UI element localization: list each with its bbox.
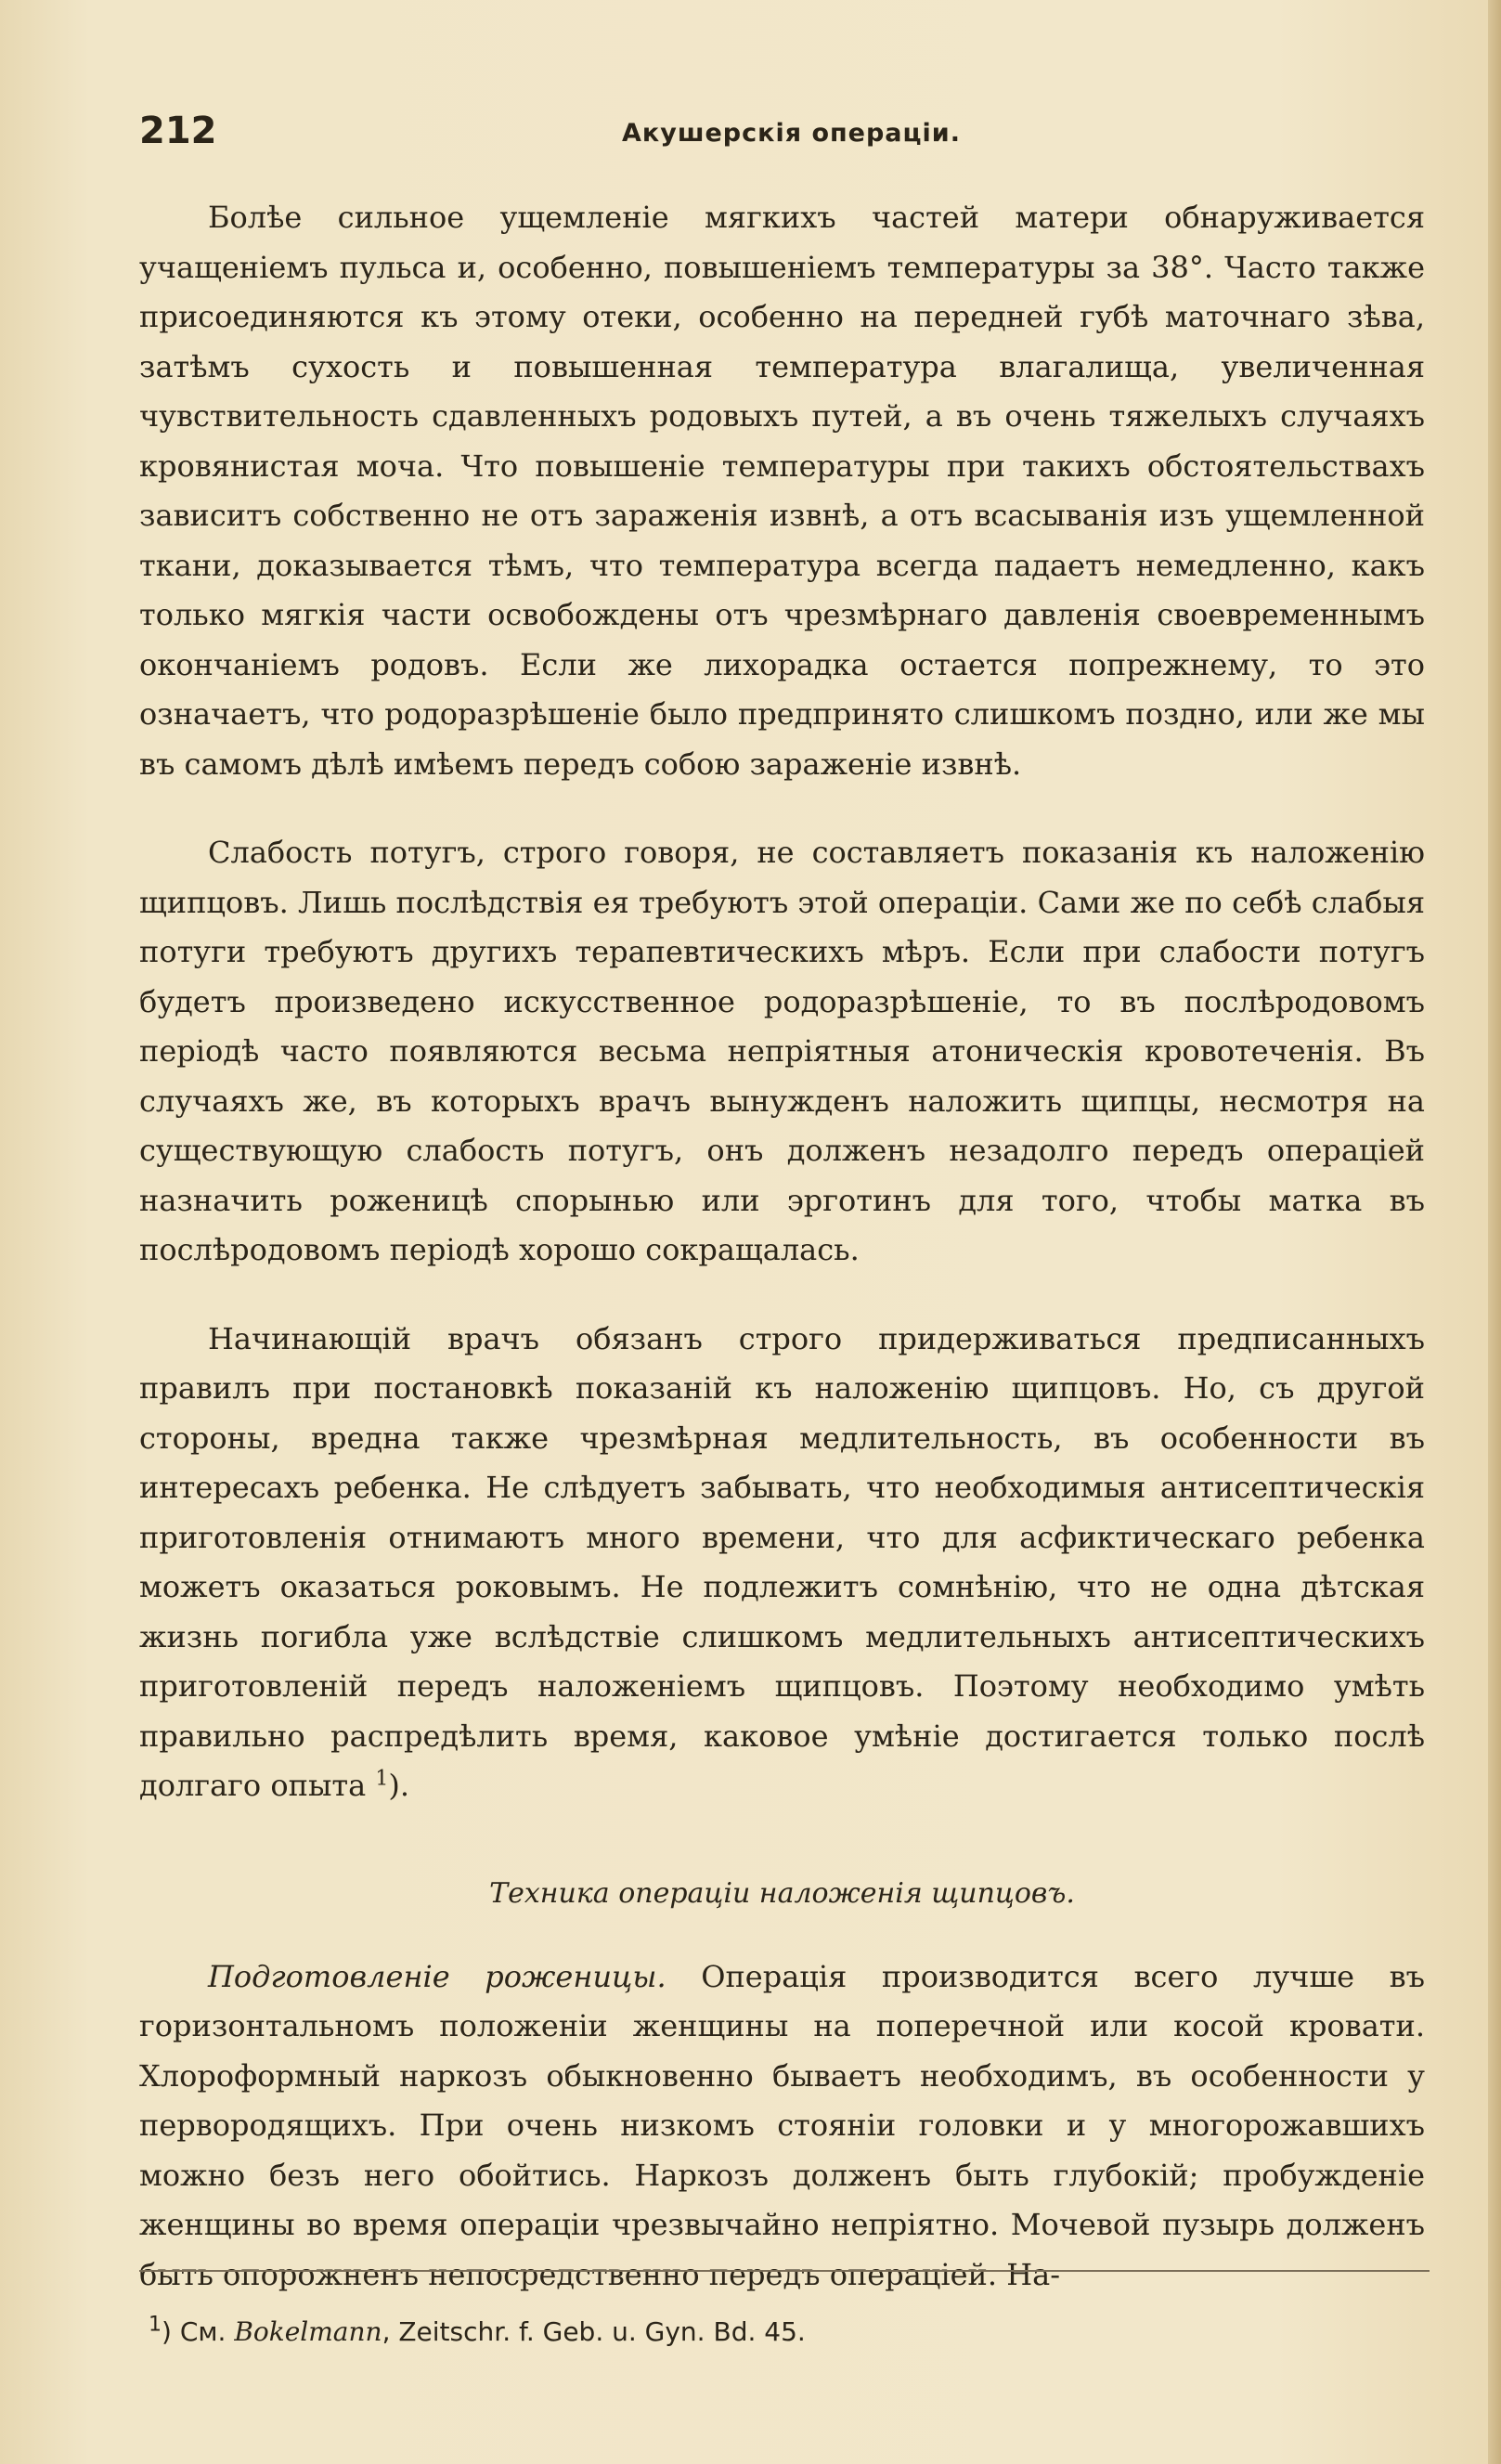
paragraph-3 [139, 1315, 1425, 1811]
footnote-marker: 1 [149, 2313, 162, 2337]
footnote [149, 2313, 806, 2347]
paragraph-3-text: Начинающій врачъ обязанъ строго придерживаться предписанныхъ правилъ при постановкѣ показаній къ наложенію щипцовъ. Но, съ другой стороны, вредна также чрезмѣрная медлительность, въ особенности въ интересахъ ребенка. Не слѣдуетъ забывать, что необходимыя антисептическія приготовленія отнимаютъ много времени, что для асфиктическаго ребенка можетъ оказаться роковымъ. Не подлежитъ сомнѣнію, что не одна дѣтская жизнь погибла уже вслѣдствіе слишкомъ медлительныхъ антисептическихъ приготовленій передъ наложеніемъ щипцовъ. Поэтому необходимо умѣть правильно распредѣлить время, каковое умѣніе достигается только послѣ долгаго опыта [139, 1320, 1425, 1803]
paragraph-3-tail: ). [388, 1768, 410, 1803]
body-text [139, 193, 1425, 2300]
section-title: Техника операціи наложенія щипцовъ. [489, 1876, 1075, 1910]
subsection-text: Операція производится всего лучше въ горизонтальномъ положеніи женщины на поперечной или косой кровати. Хлороформный наркозъ обыкновенно бываетъ необходимъ, въ особенности у первородящихъ. При очень низкомъ стояніи головки и у многорожавшихъ можно безъ него обойтись. Наркозъ долженъ быть глубокій; пробужденіе женщины во время операціи чрезвычайно непріятно. Мочевой пузырь долженъ быть опорожненъ непосредственно передъ операціей. На- [139, 1958, 1426, 2292]
paragraph-preparation [139, 1952, 1425, 2301]
paragraph-2: Слабость потугъ, строго говоря, не составляетъ показанія къ наложенію щипцовъ. Лишь послѣдствія ея требуютъ этой операціи. Сами же по себѣ слабыя потуги требуютъ другихъ терапевтическихъ мѣръ. Если при слабости потугъ будетъ произведено искусственное родоразрѣшеніе, то въ послѣродовомъ періодѣ часто появляются весьма непріятныя атоническія кровотеченія. Въ случаяхъ же, въ которыхъ врачъ вынужденъ наложить щипцы, несмотря на существующую слабость потугъ, онъ долженъ незадолго передъ операціей назначить роженицѣ спорынью или эрготинъ для того, чтобы матка въ послѣродовомъ періодѣ хорошо сокращалась. [139, 835, 1425, 1267]
footnote-prefix: ) См. [162, 2316, 235, 2347]
footnote-divider [139, 2270, 1430, 2272]
page-number: 212 [139, 110, 217, 152]
page-header [139, 110, 1430, 162]
paragraph-1: Болѣе сильное ущемленіе мягкихъ частей матери обнаруживается учащеніемъ пульса и, особенно, повышеніемъ температуры за 38°. Часто также присоединяются къ этому отеки, особенно на передней губѣ маточнаго зѣва, затѣмъ сухость и повышенная температура влагалища, увеличенная чувствительность сдавленныхъ родовыхъ путей, а въ очень тяжелыхъ случаяхъ кровянистая моча. Что повышеніе температуры при такихъ обстоятельствахъ зависитъ собственно не отъ зараженія извнѣ, а отъ всасыванія изъ ущемленной ткани, доказывается тѣмъ, что температура всегда падаетъ немедленно, какъ только мягкія части освобождены отъ чрезмѣрнаго давленія своевременнымъ окончаніемъ родовъ. Если же лихорадка остается попрежнему, то это означаетъ, что родоразрѣшеніе было предпринято слишкомъ поздно, или же мы въ самомъ дѣлѣ имѣемъ передъ собою зараженіе извнѣ. [139, 200, 1425, 782]
page-edge [1488, 0, 1501, 2464]
running-title: Акушерскія операціи. [622, 119, 961, 148]
footnote-citation: , Zeitschr. f. Geb. u. Gyn. Bd. 45. [382, 2316, 806, 2347]
subsection-heading: Подготовленіе роженицы. [208, 1958, 666, 1994]
footnote-reference: 1 [375, 1767, 389, 1791]
footnote-author: Bokelmann [234, 2316, 382, 2347]
